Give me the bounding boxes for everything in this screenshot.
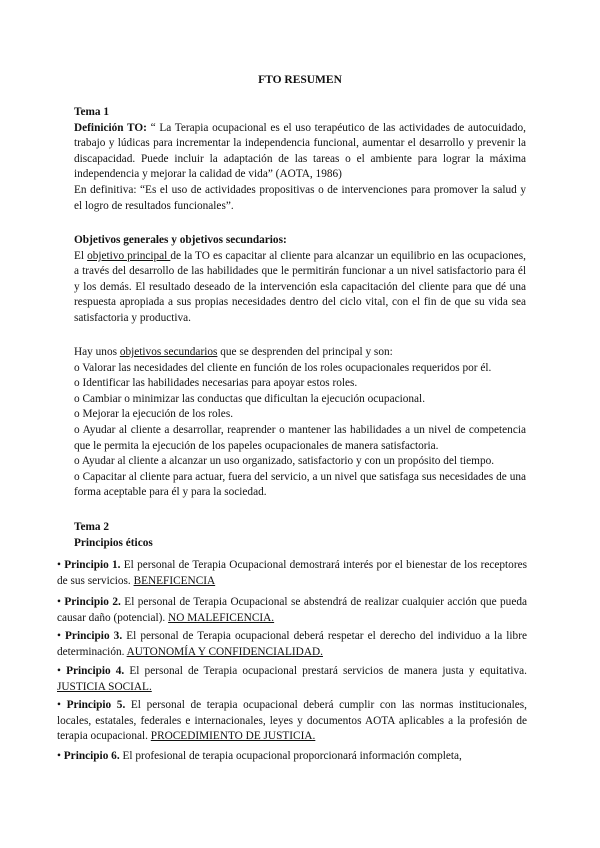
tema2-heading: Tema 2 [74, 521, 110, 533]
main-objective-paragraph: El objetivo principal de la TO es capacitar al cliente para alcanzar un equilibrio en las ocupaciones, a través del desarrollo de las habilidades que le permitirán funcionar a un nivel satisfactorio para él y los demás. El resultado deseado de la intervención esla capacitación del cliente para que dé una respuesta apropiada a sus propias necesidades dentro del ciclo vital, con el fin de que su vida sea satisfactoria y productiva. [74, 249, 526, 324]
tema2-section [74, 520, 526, 551]
page-title: FTO RESUMEN [258, 74, 342, 86]
principle-item: • Principio 4. El personal de Terapia ocupacional prestará servicios de manera justa y equitativa. JUSTICIA SOCIAL. [57, 665, 528, 693]
secondary-objectives [74, 345, 526, 501]
principle-item: • Principio 5. El personal de terapia ocupacional deberá cumplir con las normas institucionales, locales, estatales, federales e internacionales, leyes y documentos AOTA aplicables a la profesión de terapia ocupacional. PROCEDIMIENTO DE JUSTICIA. [57, 699, 527, 743]
principle-tag: BENEFICENCIA [133, 574, 216, 587]
main-objective-term: objetivo principal [87, 249, 171, 262]
definition-text: “ La Terapia ocupacional es el uso terapéutico de las actividades de autocuidado, trabajo y lúdicas para incrementar la independencia funcional, aumentar el desarrollo y prevenir la discapacidad. Puede incluir la adaptación de las tareas o el ambiente para lograr la máxima independencia y mejorar la calidad de vida” (AOTA, 1986) [74, 121, 526, 181]
list-item: o Ayudar al cliente a alcanzar un uso organizado, satisfactorio y con un propósito del tiempo. [74, 455, 495, 468]
definition-paragraph [74, 121, 526, 183]
principle-tag: NO MALEFICENCIA. [168, 611, 275, 624]
list-item: o Valorar las necesidades del cliente en función de los roles ocupacionales requeridos por él. [74, 361, 492, 374]
list-item: o Cambiar o minimizar las conductas que dificultan la ejecución ocupacional. [74, 392, 426, 405]
principle-item: • Principio 3. El personal de Terapia ocupacional deberá respetar el derecho del individuo a la libre determinación. AUTONOMÍA Y CONFIDENCIALIDAD. [57, 630, 527, 658]
tema1-heading: Tema 1 [74, 106, 110, 118]
principle-tag: PROCEDIMIENTO DE JUSTICIA. [150, 730, 316, 743]
objectives-heading: Objetivos generales y objetivos secundarios: [74, 234, 287, 246]
list-item: o Ayudar al cliente a desarrollar, reaprender o mantener las habilidades a un nivel de competencia que le permita la ejecución de los papeles ocupacionales de manera satisfactoria. [74, 423, 526, 452]
principle-tag: AUTONOMÍA Y CONFIDENCIALIDAD. [126, 645, 323, 658]
list-item: o Capacitar al cliente para actuar, fuera del servicio, a un nivel que satisfaga sus necesidades de una forma aceptable para él y para la sociedad. [74, 470, 526, 499]
definition-label: Definición TO: [74, 121, 147, 134]
list-item: o Identificar las habilidades necesarias para apoyar estos roles. [74, 377, 358, 390]
definition-summary: En definitiva: “Es el uso de actividades propositivas o de intervenciones para promover la salud y el logro de resultados funcionales”. [74, 183, 526, 212]
principle-item: • Principio 6. El profesional de terapia ocupacional proporcionará información completa, [57, 750, 462, 762]
tema1-section [74, 105, 526, 214]
principle-item: • Principio 2. El personal de Terapia Ocupacional se abstendrá de realizar cualquier acción que pueda causar daño (potencial). NO MALEFICENCIA. [57, 596, 528, 624]
tema2-subheading: Principios éticos [74, 536, 153, 549]
principle-item: • Principio 1. El personal de Terapia Ocupacional demostrará interés por el bienestar de los receptores de sus servicios. BENEFICENCIA [57, 559, 527, 587]
principle-tag: JUSTICIA SOCIAL. [57, 680, 152, 693]
objectives-section [74, 233, 526, 327]
secondary-intro: Hay unos objetivos secundarios que se desprenden del principal y son: [74, 346, 393, 358]
secondary-term: objetivos secundarios [119, 346, 218, 358]
list-item: o Mejorar la ejecución de los roles. [74, 408, 234, 421]
